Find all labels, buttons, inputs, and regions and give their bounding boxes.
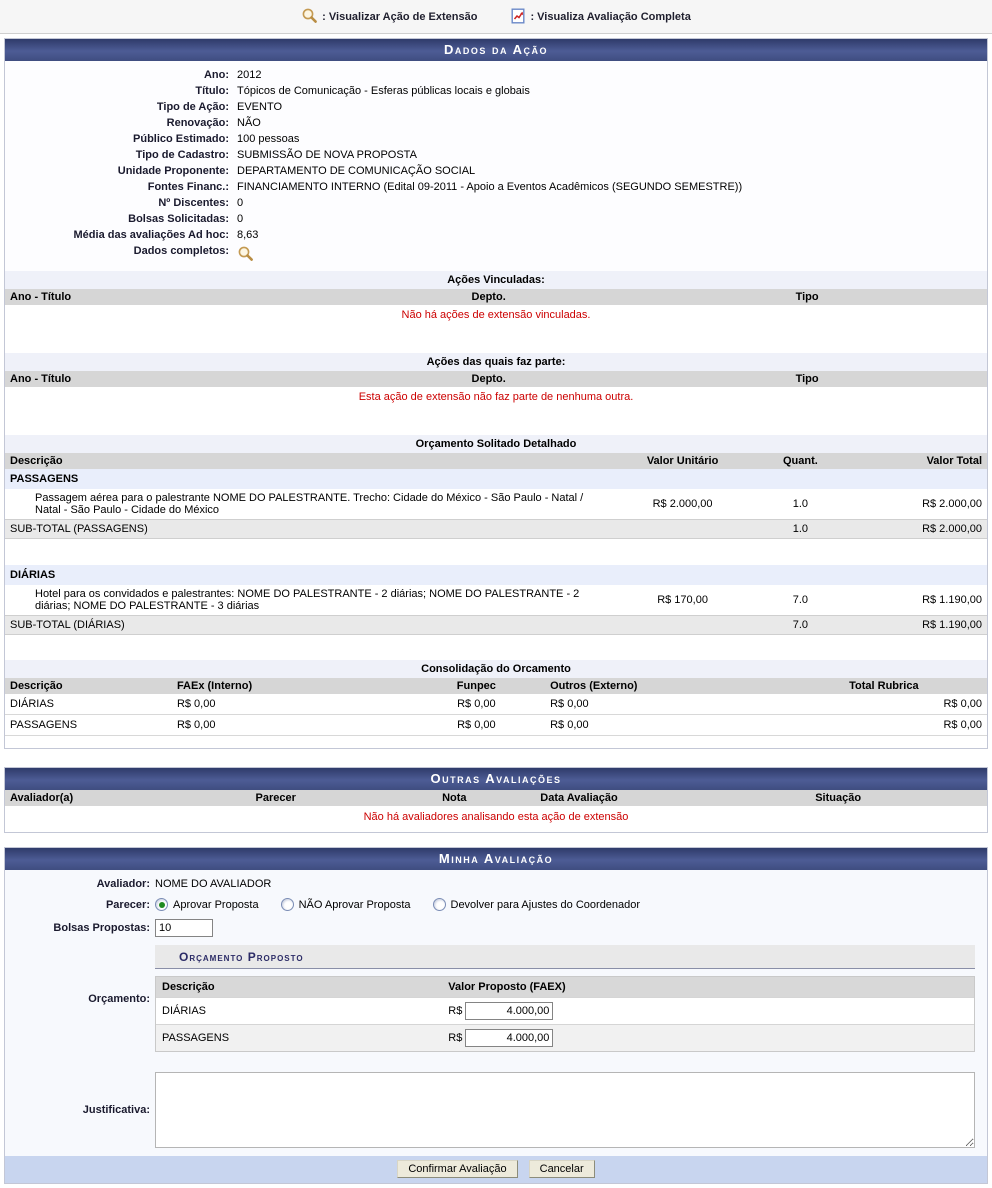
subtotal-total: R$ 1.190,00 — [850, 615, 988, 634]
section-title-minha-avaliacao: Minha Avaliação — [5, 848, 987, 870]
cell-valor-unitario: R$ 170,00 — [657, 593, 708, 606]
legend-visualizar-acao[interactable] — [301, 7, 477, 27]
cell-quant: 7.0 — [792, 593, 809, 606]
col-header: Avaliador(a) — [5, 790, 251, 806]
subtotal-row — [5, 615, 987, 634]
cell-funpec: R$ 0,00 — [408, 694, 545, 715]
legend-visualiza-avaliacao[interactable] — [511, 8, 690, 27]
parecer-label: Parecer: — [105, 898, 150, 911]
field-value: SUBMISSÃO DE NOVA PROPOSTA — [237, 149, 417, 161]
subtotal-label: SUB-TOTAL (DIÁRIAS) — [5, 615, 751, 634]
subtotal-total: R$ 2.000,00 — [850, 520, 988, 539]
field-value: NÃO — [237, 117, 261, 129]
subtotal-label: SUB-TOTAL (PASSAGENS) — [5, 520, 751, 539]
cancelar-button[interactable]: Cancelar — [529, 1160, 595, 1178]
dados-da-acao-section — [4, 38, 988, 749]
bolsas-row — [5, 919, 987, 937]
bolsas-label: Bolsas Propostas: — [53, 922, 150, 934]
orcamento-detalhado-title: Orçamento Solitado Detalhado — [5, 435, 987, 453]
field-label: Tipo de Ação: — [156, 101, 229, 113]
field-value: DEPARTAMENTO DE COMUNICAÇÃO SOCIAL — [237, 165, 476, 177]
table-row — [5, 694, 987, 715]
acoes-faz-parte-table — [5, 353, 987, 435]
confirmar-avaliacao-button[interactable]: Confirmar Avaliação — [397, 1160, 517, 1178]
outras-avaliacoes-section — [4, 767, 988, 833]
field-value: 2012 — [237, 69, 262, 81]
section-title-outras-avaliacoes: Outras Avaliações — [5, 768, 987, 790]
cell-faex: R$ 0,00 — [172, 715, 408, 736]
cell-valor-unitario: R$ 2.000,00 — [652, 498, 713, 510]
parecer-row — [5, 898, 987, 911]
field-label: Unidade Proponente: — [117, 165, 229, 177]
orcamento-proposto-panel — [155, 945, 975, 1052]
field-label: Dados completos: — [133, 245, 229, 257]
field-label: Renovação: — [166, 117, 229, 129]
radio-label: Aprovar Proposta — [173, 898, 259, 911]
minha-avaliacao-section — [4, 847, 988, 1184]
radio-aprovar-proposta[interactable] — [155, 898, 259, 911]
field-label: Bolsas Solicitadas: — [128, 213, 229, 225]
currency-prefix: R$ — [448, 1032, 463, 1044]
cell-valor-total: R$ 2.000,00 — [922, 498, 982, 510]
field-label: Público Estimado: — [133, 133, 229, 145]
table-row — [156, 1025, 974, 1052]
cell-outros: R$ 0,00 — [545, 694, 781, 715]
radio-devolver-ajustes[interactable] — [433, 898, 641, 911]
col-header: Outros (Externo) — [545, 678, 781, 694]
col-header: Ano - Título — [5, 371, 467, 387]
avaliador-label: Avaliador: — [96, 878, 150, 890]
avaliador-value: NOME DO AVALIADOR — [155, 878, 272, 890]
col-header: Quant. — [751, 453, 849, 469]
cell-descricao: Hotel para os convidados e palestrantes: NOME DO PALESTRANTE - 2 diárias; NOME DO PALESTRANTE - 2 diárias; NOME DO PALESTRANTE - 3 diárias — [35, 587, 580, 612]
subtotal-quant: 7.0 — [751, 615, 849, 634]
col-header: Valor Total — [850, 453, 988, 469]
consolidacao-table — [5, 660, 987, 736]
valor-proposto-passagens-input[interactable] — [465, 1029, 553, 1047]
subtotal-row — [5, 520, 987, 539]
table-row — [5, 585, 987, 616]
col-header: Funpec — [408, 678, 545, 694]
legend-label: : Visualizar Ação de Extensão — [322, 11, 478, 23]
field-value: 0 — [237, 197, 244, 209]
acoes-vinculadas-title: Ações Vinculadas: — [5, 271, 987, 289]
empty-message: Não há ações de extensão vinculadas. — [401, 309, 591, 321]
empty-message: Não há avaliadores analisando esta ação de extensão — [363, 811, 629, 823]
col-header: Tipo — [791, 289, 987, 305]
table-row — [156, 998, 974, 1025]
radio-icon[interactable] — [155, 898, 168, 911]
field-label: Ano: — [203, 69, 229, 81]
table-row — [5, 715, 987, 736]
cell-total: R$ 0,00 — [781, 715, 987, 736]
cell-outros: R$ 0,00 — [545, 715, 781, 736]
field-label: Tipo de Cadastro: — [135, 149, 229, 161]
category-row: DIÁRIAS — [5, 565, 987, 585]
outras-avaliacoes-table — [5, 790, 987, 832]
legend-bar — [0, 0, 992, 34]
orcamento-proposto-table — [156, 977, 974, 1051]
field-label: Título: — [195, 85, 229, 97]
field-value: Tópicos de Comunicação - Esferas públicas locais e globais — [237, 85, 530, 97]
consolidacao-title: Consolidação do Orcamento — [5, 660, 987, 678]
acoes-vinculadas-table — [5, 271, 987, 353]
magnifier-icon — [301, 7, 318, 27]
radio-icon[interactable] — [433, 898, 446, 911]
field-value: 8,63 — [237, 229, 259, 241]
avaliador-row — [5, 878, 987, 890]
subtotal-quant: 1.0 — [751, 520, 849, 539]
col-header: Data Avaliação — [535, 790, 810, 806]
cell-total: R$ 0,00 — [781, 694, 987, 715]
col-header: Valor Unitário — [614, 453, 751, 469]
section-title-dados-da-acao: Dados da Ação — [5, 39, 987, 61]
legend-label: : Visualiza Avaliação Completa — [530, 11, 691, 23]
radio-nao-aprovar-proposta[interactable] — [281, 898, 411, 911]
col-header: Tipo — [791, 371, 987, 387]
justificativa-textarea[interactable] — [155, 1072, 975, 1148]
table-row — [5, 489, 987, 520]
col-header: Descrição — [5, 678, 172, 694]
category-row: PASSAGENS — [5, 469, 987, 489]
currency-prefix: R$ — [448, 1005, 463, 1017]
cell-funpec: R$ 0,00 — [408, 715, 545, 736]
field-value: FINANCIAMENTO INTERNO (Edital 09-2011 - Apoio a Eventos Acadêmicos (SEGUNDO SEMESTRE)) — [237, 181, 743, 193]
radio-label: Devolver para Ajustes do Coordenador — [450, 898, 641, 911]
col-header: Depto. — [467, 289, 791, 305]
report-icon — [511, 8, 526, 27]
orcamento-row — [5, 945, 987, 1052]
empty-message: Esta ação de extensão não faz parte de nenhuma outra. — [358, 391, 634, 403]
col-header: Ano - Título — [5, 289, 467, 305]
radio-icon[interactable] — [281, 898, 294, 911]
col-header: Valor Proposto (FAEX) — [442, 977, 974, 998]
bolsas-propostas-input[interactable] — [155, 919, 213, 937]
col-header: Descrição — [156, 977, 442, 998]
col-header: Parecer — [251, 790, 438, 806]
col-header: Total Rubrica — [781, 678, 987, 694]
justificativa-label: Justificativa: — [82, 1104, 150, 1116]
acoes-faz-parte-title: Ações das quais faz parte: — [5, 353, 987, 371]
dados-fields — [5, 61, 987, 271]
col-header: FAEx (Interno) — [172, 678, 408, 694]
col-header: Depto. — [467, 371, 791, 387]
justificativa-row — [5, 1072, 987, 1148]
cell-faex: R$ 0,00 — [172, 694, 408, 715]
cell-descricao: PASSAGENS — [156, 1025, 442, 1052]
cell-descricao: Passagem aérea para o palestrante NOME DO PALESTRANTE. Trecho: Cidade do México - São Paulo - Natal / Natal - São Paulo - Cidade do México — [35, 492, 584, 516]
field-value: 100 pessoas — [237, 133, 300, 145]
cell-descricao: DIÁRIAS — [5, 694, 172, 715]
parecer-radio-group — [155, 898, 640, 911]
field-value: 0 — [237, 213, 244, 225]
dados-completos-magnifier-icon[interactable] — [237, 245, 254, 265]
radio-label: NÃO Aprovar Proposta — [298, 898, 411, 911]
orcamento-proposto-title: Orçamento Proposto — [155, 945, 975, 969]
col-header: Descrição — [5, 453, 614, 469]
field-label: Nº Discentes: — [158, 197, 229, 209]
col-header: Nota — [437, 790, 535, 806]
cell-descricao: DIÁRIAS — [156, 998, 442, 1025]
field-label: Média das avaliações Ad hoc: — [73, 229, 229, 241]
orcamento-detalhado-table — [5, 435, 987, 660]
cell-valor-total: R$ 1.190,00 — [922, 593, 982, 606]
orcamento-label: Orçamento: — [88, 992, 150, 1005]
col-header: Situação — [810, 790, 987, 806]
form-footer — [5, 1156, 987, 1183]
cell-quant: 1.0 — [792, 498, 809, 510]
field-label: Fontes Financ.: — [147, 181, 229, 193]
valor-proposto-diarias-input[interactable] — [465, 1002, 553, 1020]
field-value: EVENTO — [237, 101, 283, 113]
cell-descricao: PASSAGENS — [5, 715, 172, 736]
